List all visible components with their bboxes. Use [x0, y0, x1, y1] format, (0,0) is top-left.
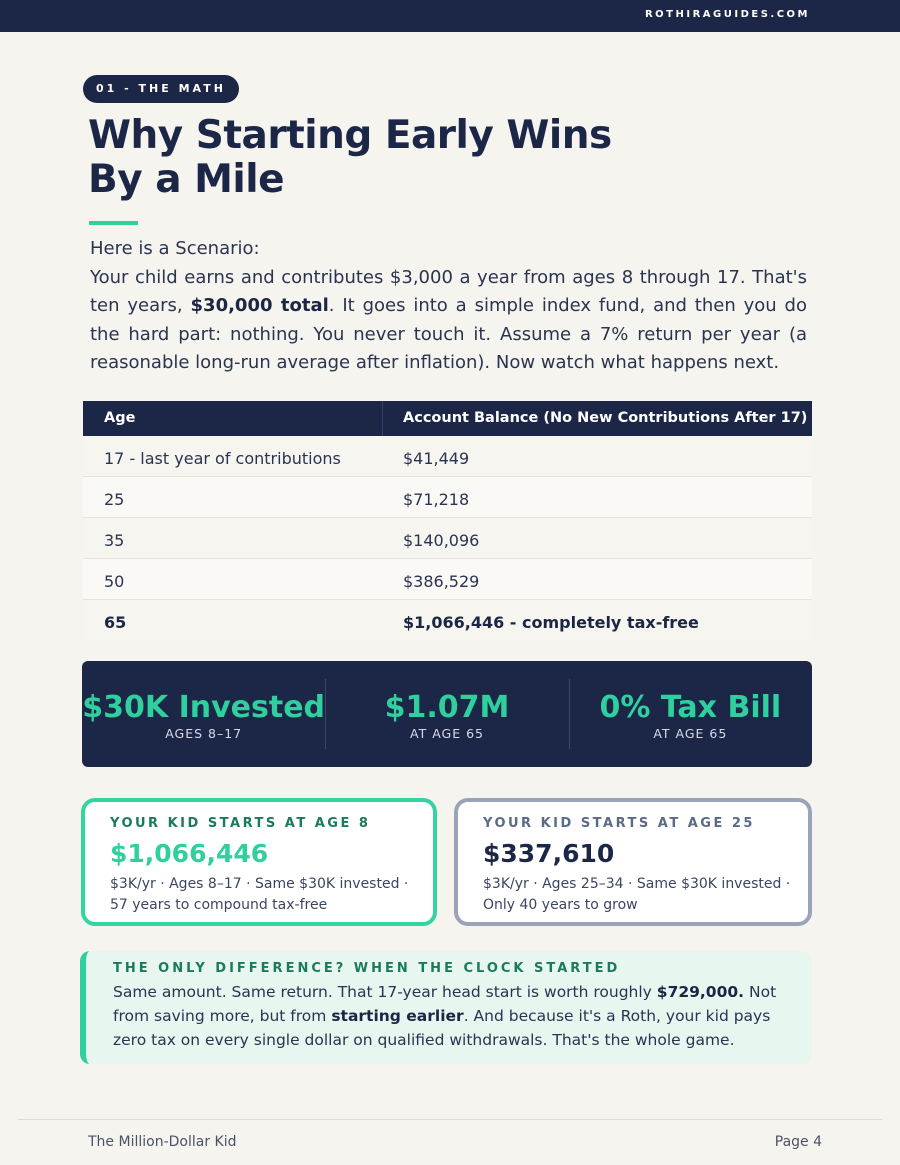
- table-row: [83, 559, 812, 600]
- site-url: ROTHIRAGUIDES.COM: [644, 9, 810, 20]
- intro-lead: Here is a Scenario:: [90, 238, 260, 259]
- card-start-age-8: [81, 798, 437, 926]
- card-amount: $1,066,446: [110, 839, 269, 868]
- table-row: [83, 436, 812, 477]
- card-description: $3K/yr · Ages 25–34 · Same $30K invested · Only 40 years to grow: [483, 876, 791, 913]
- stat-label: AT AGE 65: [410, 726, 484, 741]
- table-body: [83, 436, 812, 640]
- stats-banner: [82, 661, 812, 767]
- callout-text: . And because it's a Roth, your kid pays zero tax on every single dollar on qualified withdrawals. That's the whole game.: [113, 1007, 771, 1049]
- card-start-age-25: [454, 798, 812, 926]
- top-bar: [0, 0, 900, 32]
- card-label: YOUR KID STARTS AT AGE 25: [483, 816, 755, 831]
- difference-callout: [80, 951, 812, 1064]
- stat-balance: [325, 661, 568, 767]
- intro-paragraph: [90, 264, 807, 378]
- cell-balance: $140,096: [403, 531, 480, 550]
- table-header: [83, 401, 812, 436]
- cell-age: 17 - last year of contributions: [104, 449, 341, 468]
- accent-rule: [89, 221, 138, 225]
- cell-balance: $71,218: [403, 490, 470, 509]
- header-balance: Account Balance (No New Contributions After 17): [403, 410, 808, 426]
- intro-part-1: Your child earns and contributes $3,000 a year from ages 8 through 17. That's ten years,: [90, 266, 807, 316]
- callout-bold-amount: $729,000.: [656, 983, 745, 1001]
- page-title: [88, 114, 708, 202]
- page-title-line-2: By a Mile: [88, 157, 285, 202]
- table-row-final: [83, 600, 812, 640]
- intro-part-2: . It goes into a simple index fund, and then you do the hard part: nothing. You never touch it. Assume a 7% return per year (a reasonable long-run average after inflation). Now watch what happens next.: [90, 295, 807, 373]
- callout-text: Not from saving more, but from: [113, 983, 777, 1025]
- cell-balance: $41,449: [403, 449, 470, 468]
- callout-heading: THE ONLY DIFFERENCE? WHEN THE CLOCK STARTED: [113, 961, 621, 976]
- cell-age: 50: [104, 572, 125, 591]
- card-amount: $337,610: [483, 839, 615, 868]
- intro-text: [90, 235, 807, 378]
- stat-invested: [82, 661, 325, 767]
- card-description: $3K/yr · Ages 8–17 · Same $30K invested · 57 years to compound tax-free: [110, 876, 409, 913]
- stat-value: 0% Tax Bill: [599, 690, 782, 725]
- footer-page-number: Page 4: [774, 1134, 822, 1150]
- callout-text: Same amount. Same return. That 17-year head start is worth roughly: [113, 983, 657, 1001]
- card-label: YOUR KID STARTS AT AGE 8: [110, 816, 371, 831]
- callout-bold-phrase: starting earlier: [331, 1007, 464, 1025]
- stat-tax: [569, 661, 812, 767]
- intro-bold-total: $30,000 total: [190, 295, 329, 316]
- footer-book-title: The Million-Dollar Kid: [88, 1134, 237, 1150]
- cell-age: 65: [104, 613, 127, 632]
- balance-table: [83, 401, 812, 640]
- cell-age: 35: [104, 531, 125, 550]
- stat-value: $30K Invested: [82, 690, 326, 725]
- page-title-line-1: Why Starting Early Wins: [88, 113, 612, 158]
- callout-body: [113, 980, 792, 1052]
- cell-balance: $1,066,446 - completely tax-free: [403, 613, 699, 632]
- stat-label: AGES 8–17: [165, 726, 243, 741]
- stat-label: AT AGE 65: [653, 726, 728, 741]
- cell-balance: $386,529: [403, 572, 480, 591]
- header-age: Age: [83, 401, 383, 436]
- footer-divider: [18, 1119, 882, 1120]
- table-row: [83, 518, 812, 559]
- cell-age: 25: [104, 490, 125, 509]
- stat-value: $1.07M: [384, 690, 510, 725]
- section-pill: 01 - THE MATH: [83, 75, 239, 103]
- table-row: [83, 477, 812, 518]
